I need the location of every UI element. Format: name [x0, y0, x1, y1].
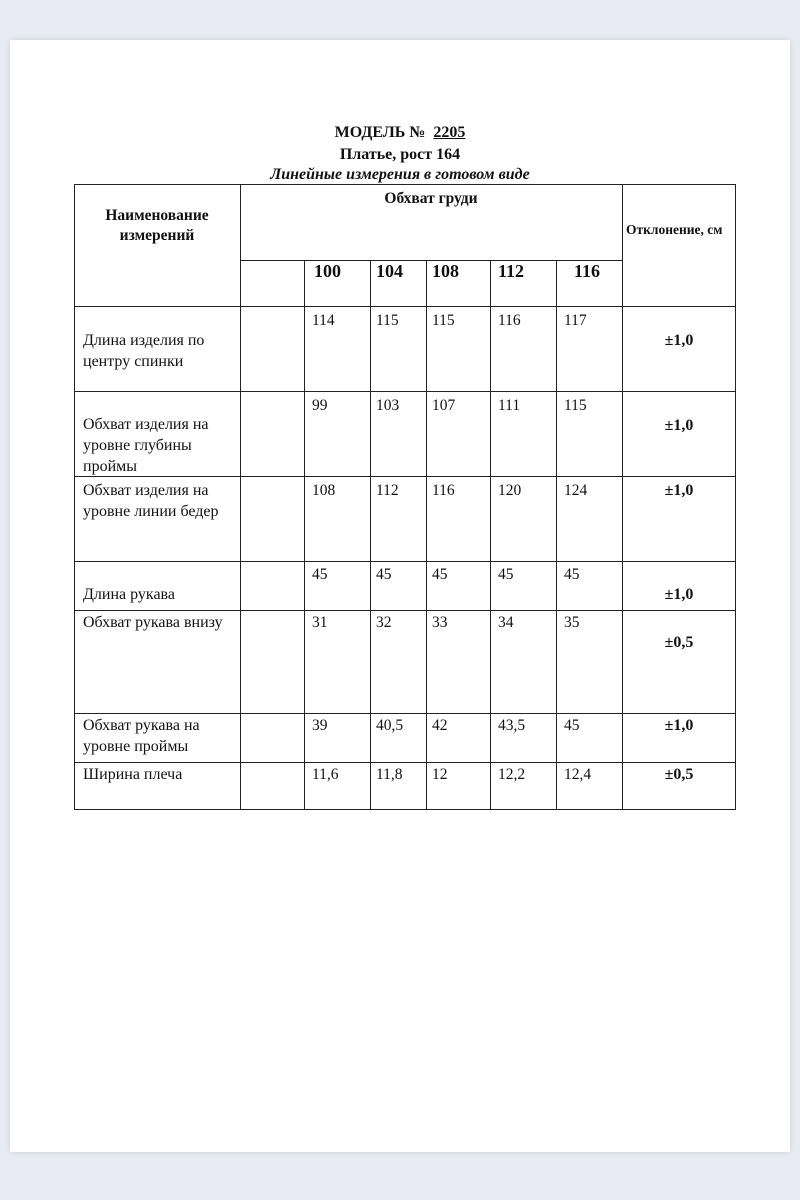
table-cell: 12,4	[564, 766, 592, 783]
table-cell: 45	[498, 566, 514, 583]
table-cell: 117	[564, 312, 587, 329]
row-label: Длина изделия по центру спинки	[83, 332, 205, 370]
table-cell: 111	[498, 397, 521, 414]
deviation-cell: ±1,0	[664, 332, 694, 349]
row-label: Обхват рукава на уровне проймы	[83, 717, 200, 755]
table-divider	[370, 260, 371, 810]
table-cell: 115	[376, 312, 399, 329]
table-divider	[74, 306, 736, 307]
size-header: 100	[314, 261, 341, 281]
header-deviation: Отклонение, см	[626, 222, 723, 237]
table-divider	[490, 260, 491, 810]
table-cell: 39	[312, 717, 328, 734]
row-label: Ширина плеча	[83, 766, 183, 783]
row-label: Обхват изделия на уровне глубины проймы	[83, 416, 209, 475]
table-cell: 108	[312, 482, 336, 499]
row-label: Обхват изделия на уровне линии бедер	[83, 482, 219, 520]
table-divider	[74, 762, 736, 763]
header-chest-girth: Обхват груди	[384, 190, 478, 207]
table-cell: 124	[564, 482, 588, 499]
table-cell: 45	[376, 566, 392, 583]
table-cell: 12,2	[498, 766, 526, 783]
table-cell: 12	[432, 766, 448, 783]
table-cell: 114	[312, 312, 335, 329]
table-cell: 11,8	[376, 766, 403, 783]
table-divider	[74, 561, 736, 562]
table-cell: 45	[432, 566, 448, 583]
table-cell: 43,5	[498, 717, 526, 734]
table-border-left	[74, 184, 75, 810]
header-measurement-name: Наименование измерений	[105, 207, 209, 244]
table-cell: 99	[312, 397, 328, 414]
model-title-prefix: МОДЕЛЬ №	[334, 124, 426, 141]
table-cell: 32	[376, 614, 392, 631]
size-header: 108	[432, 261, 459, 281]
table-cell: 112	[376, 482, 399, 499]
table-divider	[304, 260, 305, 810]
table-cell: 45	[564, 717, 580, 734]
deviation-cell: ±1,0	[664, 717, 694, 734]
table-cell: 107	[432, 397, 456, 414]
size-header: 112	[498, 261, 525, 281]
deviation-cell: ±1,0	[664, 586, 694, 603]
size-header: 104	[376, 261, 403, 281]
deviation-cell: ±0,5	[664, 634, 694, 651]
table-cell: 103	[376, 397, 400, 414]
model-subtitle: Платье, рост 164	[339, 146, 461, 163]
model-title	[0, 123, 800, 143]
table-cell: 116	[498, 312, 521, 329]
table-cell: 45	[312, 566, 328, 583]
deviation-cell: ±1,0	[664, 417, 694, 434]
size-header: 116	[574, 261, 601, 281]
deviation-cell: ±0,5	[664, 766, 694, 783]
table-divider	[426, 260, 427, 810]
measurements-table	[74, 184, 736, 810]
table-divider	[74, 713, 736, 714]
table-cell: 11,6	[312, 766, 339, 783]
table-border-top	[74, 184, 736, 185]
table-divider	[74, 391, 736, 392]
table-divider	[74, 610, 736, 611]
table-caption: Линейные измерения в готовом виде	[270, 166, 530, 183]
table-cell: 42	[432, 717, 448, 734]
row-label: Обхват рукава внизу	[83, 614, 223, 631]
model-number: 2205	[433, 124, 466, 141]
table-cell: 40,5	[376, 717, 404, 734]
table-border-bottom	[74, 809, 736, 810]
table-cell: 31	[312, 614, 328, 631]
deviation-cell: ±1,0	[664, 482, 694, 499]
table-cell: 35	[564, 614, 580, 631]
table-divider	[556, 260, 557, 810]
table-cell: 33	[432, 614, 448, 631]
table-cell: 34	[498, 614, 514, 631]
table-cell: 116	[432, 482, 455, 499]
table-cell: 115	[564, 397, 587, 414]
table-cell: 115	[432, 312, 455, 329]
row-label: Длина рукава	[83, 586, 175, 603]
table-cell: 45	[564, 566, 580, 583]
table-cell: 120	[498, 482, 522, 499]
